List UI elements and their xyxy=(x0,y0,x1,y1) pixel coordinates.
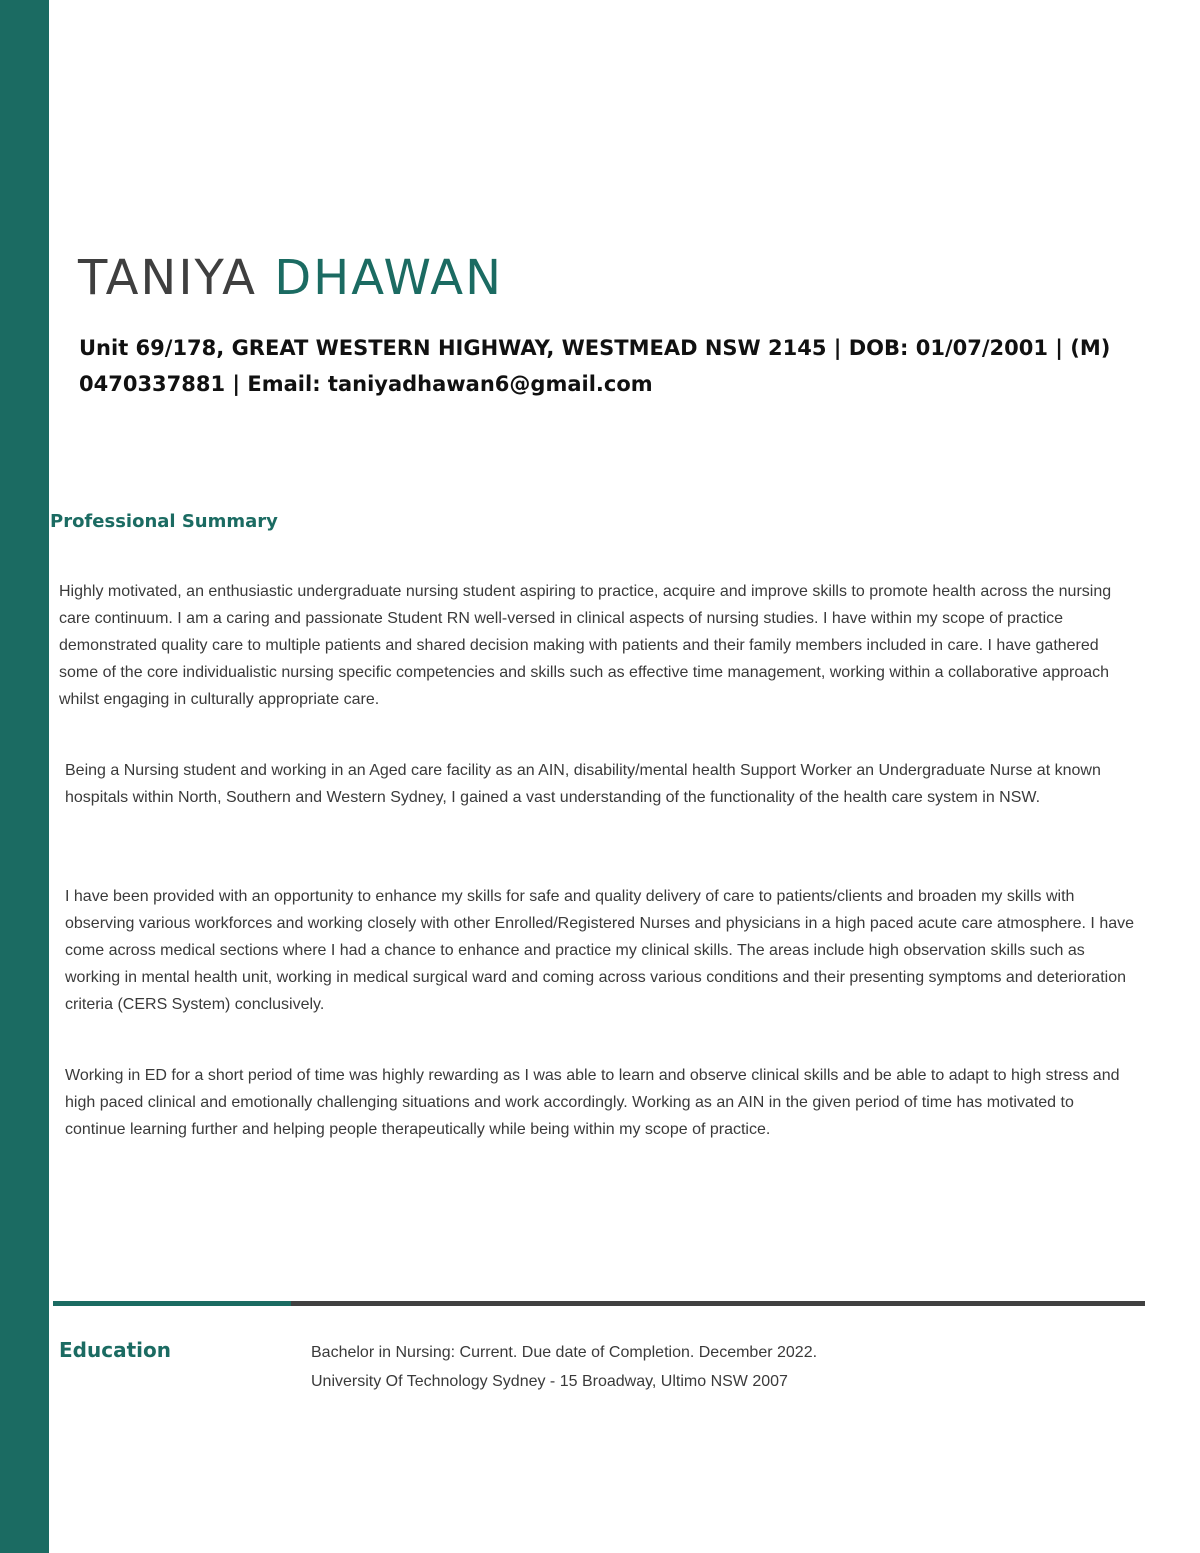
summary-paragraph: Working in ED for a short period of time was highly rewarding as I was able to learn and observe clinical skills and be able to adapt to high stress and high paced clinical and emotionally challenging situations and work accordingly. Working as an AIN in the given period of time has motivated to continue learning further and helping people therapeutically while being within my scope of practice. xyxy=(65,1067,1120,1138)
contact-line-address: Unit 69/178, GREAT WESTERN HIGHWAY, WESTMEAD NSW 2145 | DOB: 01/07/2001 | (M) xyxy=(79,336,1111,360)
sidebar-accent-bar xyxy=(0,0,49,1553)
professional-summary-heading: Professional Summary xyxy=(50,511,278,532)
education-heading: Education xyxy=(59,1338,171,1362)
first-name: TANIYA xyxy=(78,250,257,306)
contact-line-phone-email: 0470337881 | Email: taniyadhawan6@gmail.com xyxy=(79,372,653,396)
summary-paragraph: I have been provided with an opportunity to enhance my skills for safe and quality delivery of care to patients/clients and broaden my skills with observing various workforces and working closely with other Enrolled/Registered Nurses and physicians in a high paced acute care atmosphere. I have come across medical sections where I had a chance to enhance and practice my clinical skills. The areas include high observation skills such as working in mental health unit, working in medical surgical ward and coming across various conditions and their presenting symptoms and deterioration criteria (CERS System) conclusively. xyxy=(65,888,1135,1013)
summary-paragraph: Highly motivated, an enthusiastic undergraduate nursing student aspiring to practice, acquire and improve skills to promote health across the nursing care continuum. I am a caring and passionate Student RN well-versed in clinical aspects of nursing studies. I have within my scope of practice demonstrated quality care to multiple patients and shared decision making with patients and their family members included in care. I have gathered some of the core individualistic nursing specific competencies and skills such as effective time management, working within a collaborative approach whilst engaging in culturally appropriate care. xyxy=(59,583,1112,708)
education-details xyxy=(311,1338,817,1396)
contact-details xyxy=(79,330,1179,402)
candidate-name xyxy=(78,248,503,308)
education-degree: Bachelor in Nursing: Current. Due date of Completion. December 2022. xyxy=(311,1344,818,1361)
summary-paragraph: Being a Nursing student and working in an Aged care facility as an AIN, disability/mental health Support Worker an Undergraduate Nurse at known hospitals within North, Southern and Western Sydney, I gained a vast understanding of the functionality of the health care system in NSW. xyxy=(65,762,1101,806)
last-name: DHAWAN xyxy=(274,250,504,306)
education-institution: University Of Technology Sydney - 15 Broadway, Ultimo NSW 2007 xyxy=(311,1373,788,1390)
section-divider-accent xyxy=(53,1301,291,1306)
